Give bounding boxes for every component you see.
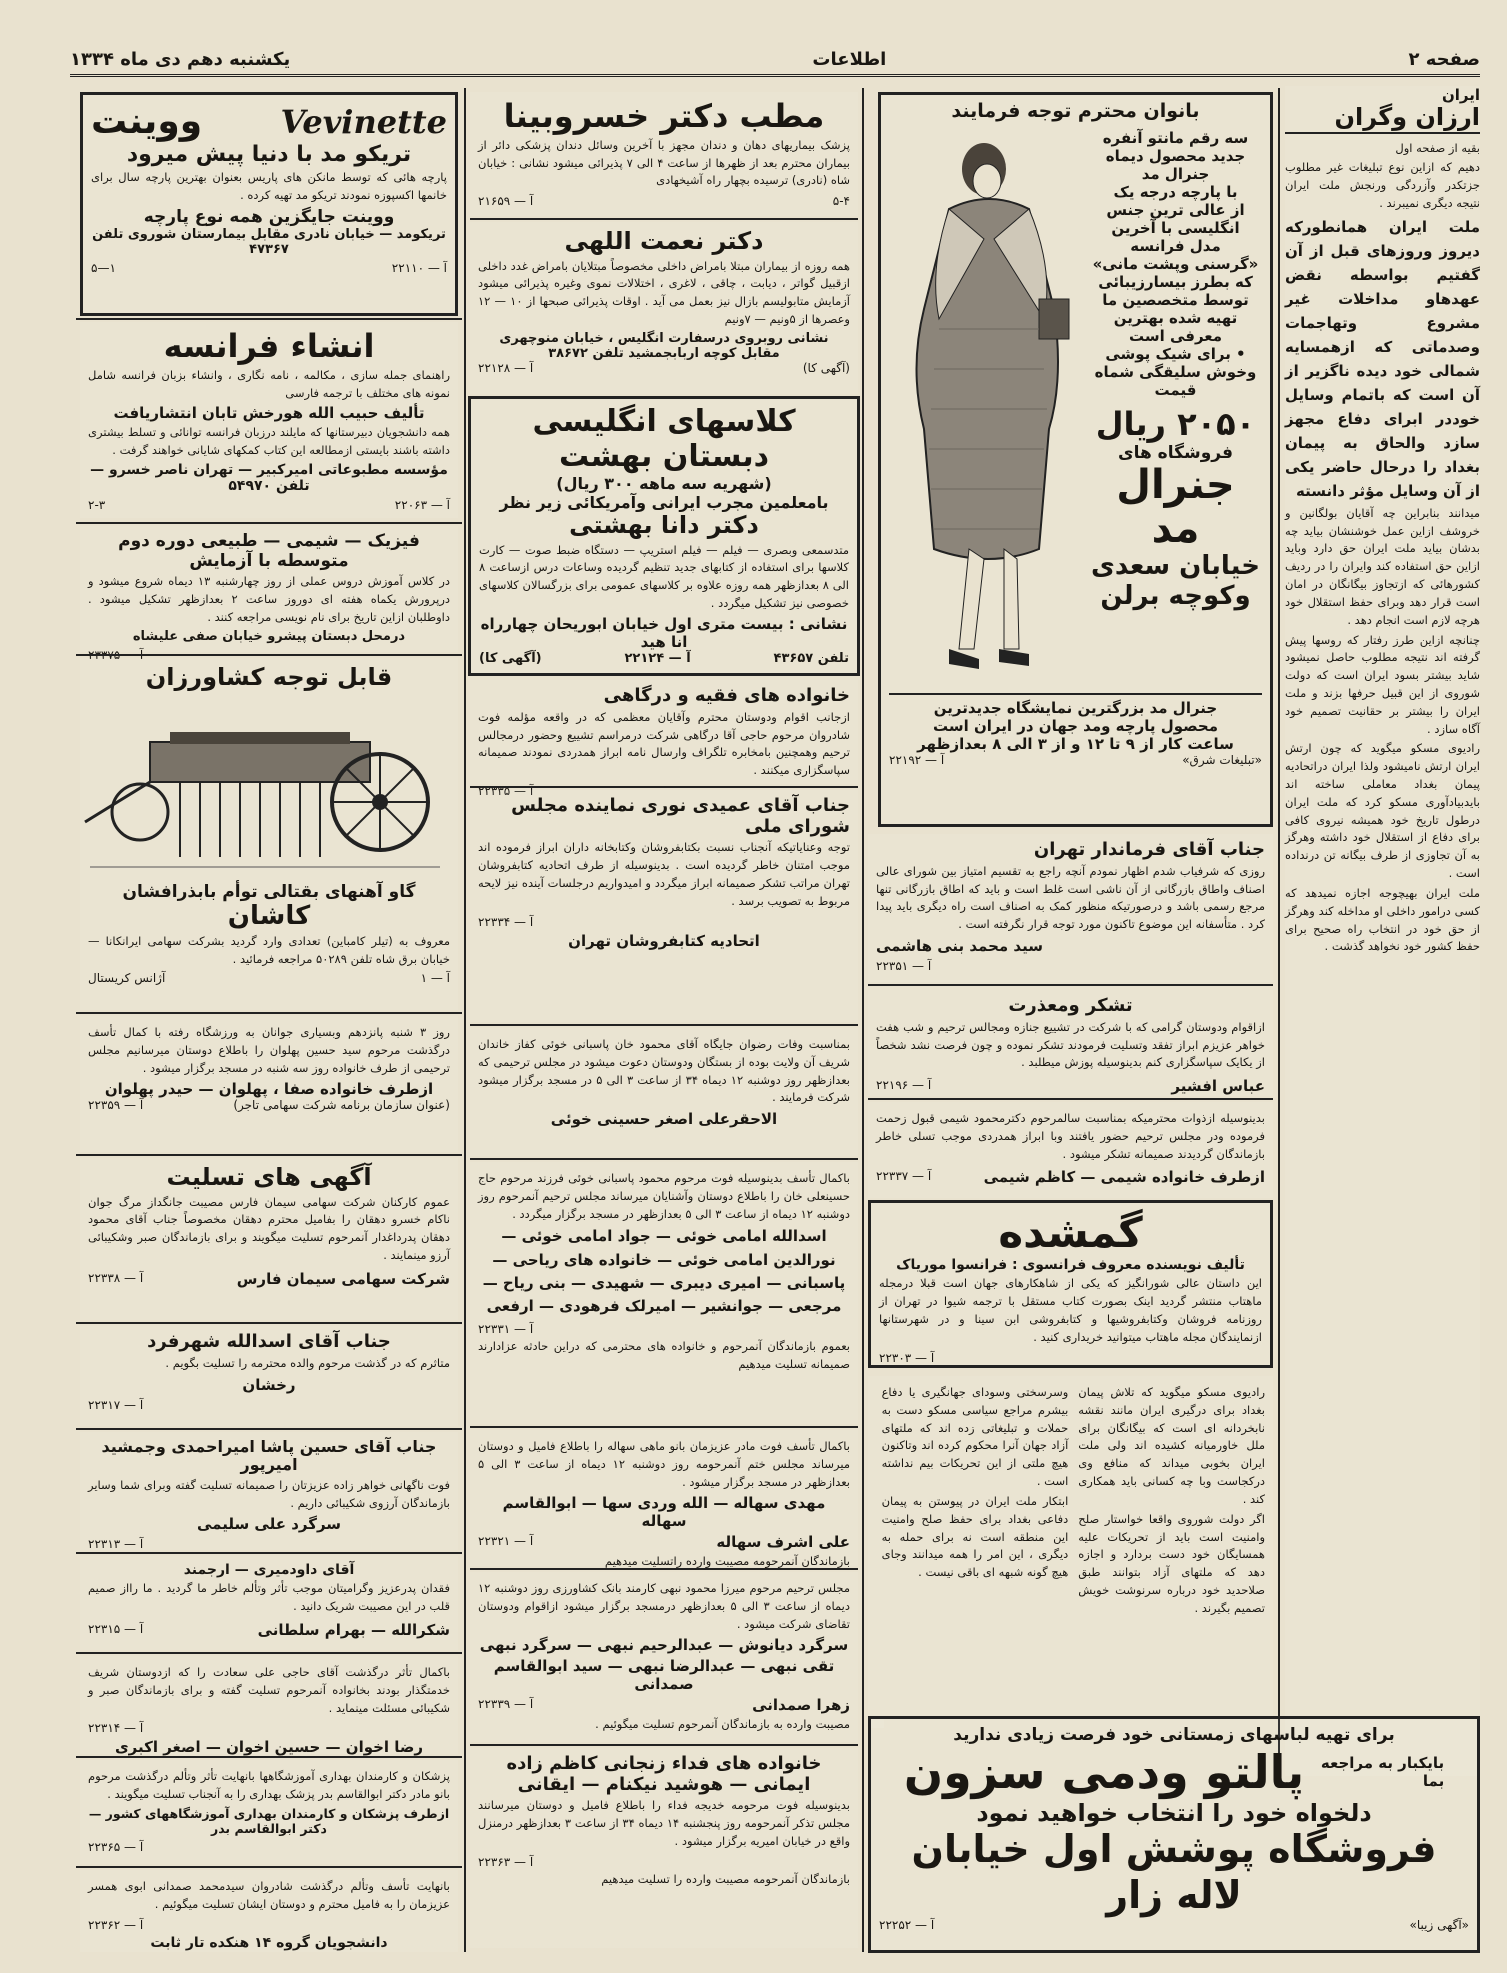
ad-novel-lost [868,1200,1273,1368]
ad-signature: سرگرد علی سلیمی [196,1515,342,1534]
ad-imami-khoie [470,1162,858,1424]
ad-signature: شرکت سهامی سیمان فارس [236,1269,450,1288]
ad-english-classes [468,396,860,676]
ad-coat-text: سه رقم مانتو آنفره جدید محصول دیماه جنرال مد با پارچه درجه یک از عالی ترین جنس انگلیسی با آخرین مدل فرانسه «گرسنی وپشت مانی» که بطرز بیسارزیبائی توسط متخصصین ما تهیه شده بهترین معرفی است • برای شیک پوشی وخوش سلیقگی شماه قیمت ۲۰۵۰ ریال فروشگاه های جنرال مد خیابان سعدی وکوچه برلن [1089,129,1262,689]
woman-coat-illustration [889,129,1089,689]
ad-brand-latin: Vevinette [280,102,447,141]
ad-text: بمناسبت وفات رضوان جایگاه آقای محمود خان پاسبانی خوئی کفاز خاندان شریف آن ولایت بوده از بستگان ودوستان دعوت میشود در مجلس ترحیمی که بعدازظهر روز دوشنبه ۱۲ دیماه ۳۴ از ساعت ۳ الی ۵ در مسجد برگزار میشود شرکت فرمایند . [478,1037,850,1105]
ad-phone: مقابل کوچه اربابجمشید تلفن ۳۸۶۷۲ [548,345,780,361]
ad-tag: (آگهی کا) [802,360,850,375]
ad-code: آ — ۲۲۳۳۵ [478,783,534,798]
ad-code: آ — ۲۳۳۷۵ [88,647,144,662]
ad-novel-title: گمشده [998,1208,1143,1257]
page-header [70,44,1480,77]
ad-code: آ — ۲۲۳۶۳ [478,1854,534,1869]
ad-slogan: تریکو مد با دنیا پیش میرود [126,142,412,167]
column-divider [1278,88,1280,1778]
article-paragraph: وسرسختی وسودای جهانگیری یا دفاع بیشرم مراجع سیاسی مسکو دست به حملات و تبلیغاتی زده اند که ملتهای آزاد جهان آنرا محکوم کرده اند وتاکنون هیچ ملتی از این تحریکات بیم نداشته است . [881,1385,1069,1489]
ad-code: آ — ۲۲۳۶۵ [88,1839,144,1854]
ad-amirahmadi [80,1432,458,1550]
ad-signature: رضا اخوان — حسین اخوان — اصغر اکبری [114,1738,424,1757]
ad-code-run: ۲-۳ [88,498,106,513]
ad-code: آ — ۲۲۳۳۴ [478,914,534,929]
ad-pahlavan [80,1016,458,1152]
ad-text: فقدان پدرعزیز وگرامیتان موجب تأثر وتألم خاطر ما گردید . ما رااز صمیم قلب در این مصیبت شریک دانید . [88,1581,450,1613]
ad-code: آ — ۲۲۳۱۵ [88,1621,144,1636]
ad-address: درمحل دبستان پیشرو خیابان صفی علیشاه [132,628,406,644]
ad-text: توجه وعنایاتیکه آنجناب نسبت بکتابفروشان وکتابخانه داران ابراز فرموده اند موجب امتنان خاطر گردیده است . بدینوسیله از طرف اتحادیه کتابفروشان تهران مراتب تشکر صمیمانه ابراز میگردد و امیدواریم درجلسات آینده نیز لایحه مربوط به تصویب برسد . [478,840,850,908]
ad-farmandar [868,834,1273,982]
ad-text: فوت ناگهانی خواهر زاده عزیزتان را صمیمانه تسلیت گفته وبرای شما وسایر بازماندگان آرزوی شکیبائی داریم . [88,1477,450,1510]
ad-line: گاو آهنهای بقتالی توأم بابذرافشان [122,881,416,902]
ad-title: کلاسهای انگلیسی دبستان بهشت [532,404,796,474]
ad-signature: مهدی سهاله — الله وردی سها — ابوالقاسم سهاله [502,1494,826,1531]
article-paragraph: راديوی مسکو میگوید که چون ارتش ايران ارتش نامیشود ولذا ایران دراتحادیه پیمان بغداد معاملی ساخته اند بایدبیادآوری مسکو کرد که ملت ایران درطول تاریخ خود همیشه نیروی کافی برای دفاع از استقلال خود داشته وهرگز به آن تجاوزی از طرف بیگانه تن درنداده است . [1285,741,1480,881]
ad-signature: رخشان [242,1375,296,1394]
ad-text: ازجانب اقوام ودوستان محترم وآقایان معظمی که در واقعه مؤلمه فوت شادروان مرحوم حاجی آقا درگاهی شرکت درمراسم تشییع وحضور درمجالس ترحیم وهمچنین بامخابره تلگراف وارسال نامه ابراز همدردی نمودند صمیمانه سپاسگزاری میکنند . [478,709,850,778]
ad-farm-machinery [80,658,458,1010]
ad-signature: زهرا صمدانی [752,1696,850,1715]
ad-phone: تلفن ۴۳۶۵۷ [773,650,849,666]
section-label: ایران [1441,86,1480,104]
ad-title: مطب دکتر خسروبینا [503,97,825,135]
ad-signature: اسدالله امامی خوئی — جواد امامی خوئی — نورالدین امامی خوئی — خانواده های ریاحی — پاسبانی — امیری دیبری — شهیدی — بنی ریاح — مرجعی — جوانشیر — امیرلک فرهودی — ارفعی [482,1227,846,1316]
seed-drill-illustration [80,692,450,882]
ad-line: ووینت جایگزین همه نوع پارچه [143,206,395,227]
ad-tag: «آگهی زیبا» [1409,1918,1469,1933]
ad-author: تألیف حبیب الله هورخش تابان انتشاریافت [113,404,425,423]
ad-coat-shop: جنرال مد [1116,461,1235,552]
ad-code: آ — ۲۲۱۹۲ [889,752,945,767]
article-lead: ملت ایران همانطورکه دیروز وروزهای قبل از آن گفتیم بواسطه نقض عهدهاو مداخلات غیر مشروع وتهاجمات وصدماتی که ازهمسایه شمالی خود دیده ناگزیر از آن است که باتمام وسایل خوددر ابرای دفاع مجهز سازد والحاق به پیمان بغداد را درحال حاضر یکی از آن وسایل مؤثر دانسته [1285,217,1480,500]
ad-publisher: مؤسسه مطبوعاتی امیرکبیر — تهران ناصر خسرو — تلفن ۵۴۹۷۰ [90,462,448,495]
ad-doctor [470,222,858,394]
ad-code: آ — ۲۲۱۲۴ [624,650,691,666]
ad-dentist [470,92,858,216]
ad-paltow-main: پالتو ودمی سزون [903,1745,1305,1799]
ad-samadani [80,1870,458,1952]
ad-code: آ — ۲۲۱۲۸ [478,360,534,375]
ad-signature: ازطرف خانواده صفا ، پهلوان — حیدر پهلوان [104,1080,434,1099]
ad-footer: بعموم بازماندگان آنمرحوم و خانواده های محترمی که دراین حادثه عزادارند صمیمانه تسلیت میدهیم [478,1339,850,1372]
ad-signature: ازطرف پزشکان و کارمندان بهداری آموزشگاههای کشور — دکتر ابوالقاسم بدر [88,1805,450,1836]
ad-tag: آژانس کریستال [88,971,166,986]
ad-text: پزشک بیماریهای دهان و دندان مجهز با آخرین وسائل دندان پزشکی دائر از بیماران محترم بعد از ظهرها از ساعت ۴ الی ۷ پذیرائی میشود نشانی : خیابان شاه (نادری) ترسیده بچهار راه آشیخهادی [478,137,850,188]
ad-title: خانواده های فقیه و درگاهی [603,685,850,706]
ad-amidi-nouri [470,790,858,1022]
ad-footer: بازماندگان آنمرحومه مصیبت وارده راتسلیت میدهیم [604,1554,850,1569]
ad-code: آ — ۲۲۲۵۲ [879,1918,935,1933]
ad-code: آ — ۲۲۳۰۳ [879,1350,935,1365]
newspaper-title: اطلاعات [812,48,887,70]
ad-text: باکمال تأسف بدینوسیله فوت مرحوم محمود پاسبانی خوئی فرزند مرحوم حاج حسینعلی خان را باطلاع دوستان وآشنایان میرساند مجلس ترحیم آنمرحوم روز دوشنبه ۱۲ دیماه از ساعت ۳ الی ۵ بعدازظهر در مسجد برگزار میگردد . [478,1171,850,1221]
ad-text: بانهایت تأسف وتألم درگذشت شادروان سیدمحمد صمدانی ابوی همسر عزیزمان را به فامیل محترم و دوستان ایشان تسلیت میگوئیم . [88,1879,450,1911]
ad-thanks [868,990,1273,1096]
news-article [1285,86,1480,1776]
ad-text: پزشکان و کارمندان بهداری آموزشگاهها بانهایت تأثر وتألم درگذشت مرحوم بانو مادر دکتر ابوالقاسم بدر پزشک بهداری را به آنجناب تسلیت میگویند . [88,1769,450,1801]
ad-code: آ — ۲۲۱۹۶ [876,1078,932,1093]
ad-text: همه روزه از بیماران مبتلا بامراض داخلی مخصوصاً مبتلایان بامراض غدد داخلی ازقبیل گواتر ، دیابت ، چاقی ، لاغری ، اختلالات نموی وغیره پذیرائی میشود آزمایش متابولیسم بازال نیز بعمل می آید . اوقات پذیرائی صبحها از ۱۰ — ۱۲ وعصرها از ۵ونیم — ۷ونیم [478,258,850,327]
ad-text: متاثرم که در گذشت مرحوم والده محترمه را تسلیت بگویم . [165,1355,450,1370]
ad-tag: «تبلیغات شرق» [1182,752,1262,767]
ad-coat-heading: بانوان محترم توجه فرمايند [951,100,1200,122]
article-intro: بقیه از صفحه اول [1395,140,1480,155]
ad-code: آ — ۲۲۳۳۱ [478,1322,534,1337]
ad-text: بدینوسیله ازذوات محترمیکه بمناسبت سالمرحوم دکترمحمود شیمی قبول زحمت فرموده ودر مجلس ترحیم حضور یافتند وبا ابراز همدردی موجب تسلی خاطر بازماندگان گردیدند صمیمانه تشکر میشود . [876,1111,1265,1161]
article-paragraph: ابتکار ملت ایران در پیوستن به پیمان دفاعی بغداد برای حفظ صلح وامنیت این منطقه است نه برای حمله به دیگری ، این امر را همه میدانند وجای هیچ گونه شبهه ای باقی نیست . [881,1493,1069,1580]
ad-khoie [470,1028,858,1156]
ad-code: آ — ۱ [420,971,450,986]
ad-brand: کاشان [227,900,311,931]
ad-code: آ — ۲۲۰۶۳ [394,498,450,513]
ad-shahrfard [80,1326,458,1426]
ad-shimi [868,1102,1273,1198]
ad-coat-footer: محصول پارچه ومد جهان در ایران است [932,716,1218,735]
ad-code: آ — ۲۲۳۳۷ [876,1169,932,1184]
ad-code: آ — ۲۱۶۵۹ [478,194,534,209]
ad-paltow-side: بایکبار به مراجعه بما [1320,1754,1445,1790]
ad-code: آ — ۲۲۱۱۰ [391,260,447,275]
ad-brand: ووینت [91,101,203,142]
ad-code-run: ۵-۴ [832,194,850,209]
ad-signature: عباس افشیر [1171,1077,1265,1096]
article-paragraph: اگر دولت شوروی واقعا خواستار صلح وامنیت است باید از تحریکات علیه همسایگان خود دست بردارد و اجازه دهد که ملتهای آزاد بتوانند طبق صلاحدید خود درباره سرنوشت خویش تصمیم بگیرند . [1078,1511,1265,1615]
ad-title: جناب آقای اسدالله شهرفرد [147,1331,391,1352]
ad-coat-hours: ساعت کار از ۹ تا ۱۲ و از ۳ الی ۸ بعدازظهر [917,734,1234,753]
ad-title: تشکر ومعذرت [1008,995,1133,1016]
article-paragraph: دهیم که ازاین نوع تبلیغات غیر مطلوب جزتکدر وآزردگی ورنجش ملت ایران نتیجه دیگری نمیبرند . [1285,160,1480,211]
ad-text: روزی که شرفیاب شدم اظهار نمودم آنچه راجع به تقسیم امتیاز بین شورای عالی اصناف واطاق بازرگانی از آن ناشی است غلط است و باید که اطاق بازرگانی تنها مرجع رسمی باشد و درصورتیکه منظور کمک به اصناف است راه دیگری باید پیدا کرد . متأسفانه این موضوع تاکنون مورد توجه قرار نگرفته است . [876,863,1265,932]
ad-code-run: ۵—۱ [91,260,116,275]
ad-address: تریکومد — خیابان نادری مقابل بیمارستان شوروی تلفن ۴۷۳۶۷ [92,226,446,257]
ad-code: آ — ۲۲۳۳۸ [88,1270,144,1285]
ad-code: آ — ۲۲۳۱۴ [88,1721,144,1736]
article-paragraph: میدانند بنابراین چه آقایان بولگانین و خروشف ازاین عمل خوشنشان بیاید چه بدشان بیاید ملت ایران حق دارد وباید ازاین حق استفاده کند وایران را در ردیف کشورهائی که ازتجاوز بیگانگان در امان است قرار دهد وبرای حفظ استقلال خود هرچه لازم است انجام دهد . [1285,505,1480,627]
ad-text: عموم کارکنان شرکت سهامی سیمان فارس مصیبت جانگداز مرگ جوان ناکام خسرو دهقان را بفامیل محترم دهقان مخصوصاً جناب آقای محمود دهقان پدرداغدار آنمرحوم تسلیت میگویند و برای بازماندگان صبر وشکیبائی آرزو مینمایند . [88,1194,450,1263]
article-paragraph: راديوی مسکو میگوید که تلاش پیمان بغداد برای درگیری ایران مانند نقشه نابخردانه ای است که بیگانگان برای ملل خاورمیانه کشیده اند ولی ملت ایران بخوبی میداند که منافع وی درکجاست وبا چه کسانی باید همکاری کند . [1078,1385,1265,1506]
ad-title: جناب آقای عمیدی نوری نماینده مجلس شورای ملی [511,795,850,837]
ad-text: متدسمعی وبصری — فیلم — فیلم استریپ — دستگاه ضبط صوت — کارت کلاسها برای استفاده از کتابهای جدید تنظیم گردیده وساعات درس ازساعت ۸ الی ۸ بعدازظهر همه روزه علاوه بر کلاسهای عمومی برای بزرگسالان کلاسهای خصوصی نیز تشکیل میگردد . [479,542,849,611]
ad-text: در کلاس آموزش دروس عملی از روز چهارشنبه ۱۳ دیماه شروع میشود و درپرورش یکماه هفته ای دوروز ساعت ۲ بعدازظهر تشکیل میشود . داوطلبان ازاین تاریخ برای نام نویسی مراجعه کنند . [88,574,450,624]
ad-text: همه دانشجویان دبیرستانها که مایلند درزبان فرانسه توانائی و تسلط بیشتری داشته باشند بایستی ازمطالعه این کتاب کمکهای شایانی خواهند گرفت . [88,425,450,458]
ad-badr [80,1760,458,1864]
ad-title: قابل توجه کشاورزان [145,663,393,691]
ad-code: آ — ۲۲۳۲۱ [478,1534,534,1549]
ad-coat-footer: جنرال مد بزرگترین نمایشگاه جدیدترین [933,698,1218,717]
ad-condolence-cement [80,1158,458,1320]
ad-footer: بازماندگان آنمرحومه مصیبت وارده را تسلیت میدهیم [601,1871,850,1886]
ad-vevinette [80,92,458,316]
ad-code: آ — ۲۲۳۳۹ [478,1697,534,1712]
ad-nabhi [470,1572,858,1742]
ad-title: جناب آقای فرماندار تهران [1033,839,1265,860]
ad-text: ازاقوام ودوستان گرامی که با شرکت در تشییع جنازه ومجالس ترحیم و شب هفت خواهر عزیزم ابراز تفقد وتسلیت فرمودند تشکر نموده و چون فرصت نشد شخصاً از یکایک سپاسگزاری کنم بدینوسیله پوزش میطلبد . [876,1019,1265,1070]
page-number: صفحه ۲ [1408,48,1480,70]
ad-text: بدینوسیله فوت مرحومه خدیجه فداء را باطلاع فامیل و دوستان میرسانند مجلس تذکر آنمرحومه روز پنجشنبه ۱۴ دیماه ۳۴ از ساعت ۳ بعدازظهر درمنزل واقع در خیابان امیریه برگزار میشود . [478,1798,850,1848]
ad-paltow-heading: برای تهیه لباسهای زمستانی خود فرصت زیادی ندارید [953,1725,1395,1745]
ad-signature: علی اشرف سهاله [716,1533,850,1552]
section-title: آگهی های تسلیت [166,1163,372,1191]
ad-title: آقای داودمیری — ارجمند [183,1562,355,1578]
ad-paltow [868,1716,1480,1953]
article-moscow-radio [868,1376,1273,1716]
ad-title: انشاء فرانسه [163,327,375,365]
ad-paltow-sub: دلخواه خود را انتخاب خواهید نمود [976,1799,1372,1827]
ad-text: معروف به (تیلر کامباین) تعدادی وارد گردید بشرکت سهامی ایرانکانا — خیابان برق شاه تلفن ۵۰۲۸۹ مراجعه فرمائید . [88,934,450,967]
ad-french-book [80,322,458,518]
ad-akbari [80,1656,458,1757]
ad-title: خانواده های فداء زنجانی کاظم زاده ایمانی — هوشید نیکنام — ایقانی [506,1753,822,1795]
ad-signature: دانشجویان گروه ۱۴ هنکده تار ثابت [150,1934,388,1951]
ad-physics-classes [80,526,458,662]
ad-coat-illustration [889,129,1089,689]
ad-address: نشانی : بیست متری اول خیابان ابوریحان چهارراه انا هید [480,614,848,651]
ad-signature: ازطرف خانواده شیمی — کاظم شیمی [983,1168,1265,1187]
ad-sahlah [470,1430,858,1569]
article-paragraph: چنانچه ازاین طرز رفتار که روسها پیش گرفته اند نتیجه مطلوب حاصل نمیشود شاید بیشتر بسود ایران است که دولت شوروی از این قبیل حرفها بزند و ملت ایران را بیشتر بر حقانیت تصمیم خود آگاه سازد . [1285,632,1480,736]
ad-faghih-dargahi [470,680,858,798]
ad-code: آ — ۲۲۳۵۱ [876,958,932,973]
ad-tag: (عنوان سازمان برنامه شرکت سهامی تاجر) [233,1098,450,1113]
ad-text: این داستان عالی شورانگیز که یکی از شاهکارهای جهان است قبلا درمجله ماهتاب منتشر گردید اینک بصورت کتاب مستقل با ترجمه شیوا در تهران از روزنامه فروشان وکتابفروشیها و کتابفروشی ابن سینا و در شهرستانها ازنمایندگان مجله ماهتاب میتوانید خریداری کنید . [879,1276,1262,1344]
ad-text: مجلس ترحیم مرحوم میرزا محمود نبهی کارمند بانک کشاورزی روز دوشنبه ۱۲ دیماه از ساعت ۳ الی ۵ بعدازظهر درمسجد برگزار میشود ازاقوام ودوستان تقاضای شرکت میشود . [478,1581,850,1631]
ad-code: آ — ۲۲۳۵۹ [88,1098,144,1113]
ad-director: دکتر دانا بهشتی [569,511,759,539]
ad-general-mode [878,92,1273,827]
ad-zanjani [470,1748,858,1948]
ad-signature: سرگرد دیانوش — عبدالرحیم نبهی — سرگرد نبهی [479,1636,849,1655]
ad-tuition: (شهریه سه ماهه ۳۰۰ ریال) [556,474,772,493]
ad-text: روز ۳ شنبه پانزدهم وبسیاری جوانان به ورزشگاه رفته با کمال تأسف درگذشت مرحوم سید حسین پهلوان را باطلاع دوستان میرسانیم مجلس ترحیمی از طرف خانواده روز سه شنبه در مسجد برگزار میشود . [88,1025,450,1075]
ad-footer: مصیبت وارده به بازماندگان آنمرحوم تسلیت میگوئیم . [595,1717,850,1732]
ad-line: بامعلمین مجرب ایرانی وآمریکائی زیر نظر [499,493,829,512]
article-headline: ارزان وگران [1285,104,1480,134]
ad-coat-price: ۲۰۵۰ ریال [1095,404,1256,443]
article-paragraph: ملت ایران بهیچوجه اجازه نمیدهد که کسی درامور داخلی او مداخله کند وهرگز از حق خود در انتخاب راه صحیح برای حفظ کشور خود نخواهد گذشت . [1285,885,1480,954]
ad-signature: شکرالله — بهرام سلطانی [257,1620,450,1639]
ad-tag: (آگهی کا) [479,650,542,666]
ad-signature: تقی نبهی — عبدالرضا نبهی — سید ابوالقاسم صمدانی [493,1657,835,1694]
ad-text: پارچه هائی که توسط مانکن های پاریس بعنوان بهترین پارچه سال برای خانمها اکسپوزه نمودند تریکو مد تهیه کرده . [91,170,447,202]
ad-signature: الاحقرعلی اصغر حسینی خوئی [550,1110,778,1129]
ad-code: آ — ۲۲۳۱۳ [88,1537,144,1552]
ad-code: آ — ۲۲۳۱۷ [88,1397,144,1412]
ad-title: فیزیک — شیمی — طبیعی دوره دوم متوسطه با آزمایش [118,531,420,571]
ad-text: باکمال تأثر درگذشت آقای حاجی علی سعادت را که ازدوستان شریف خدمتگذار بودند بخانواده آنمرحوم تسلیت گفته و برای بازماندگان صبر و شکیبائی مسئلت مینماید . [88,1665,450,1715]
issue-date: یکشنبه دهم دی ماه ۱۳۳۴ [70,48,291,70]
ad-text: باکمال تأسف فوت مادر عزیزمان بانو ماهی سهاله را باطلاع فامیل و دوستان میرساند مجلس ختم آنمرحومه روز دوشنبه ۱۲ دیماه از ساعت ۳ الی ۵ بعدازظهر در مسجد برگزار میشود . [478,1439,850,1489]
ad-novel-subtitle: تألیف نویسنده معروف فرانسوی : فرانسوا موریاک [896,1257,1245,1274]
ad-signature: اتحادیه کتابفروشان تهران [568,931,760,950]
ad-title: دکتر نعمت اللهی [564,227,764,255]
ad-signature: سید محمد بنی هاشمی [876,936,1043,955]
ad-sultani [80,1556,458,1650]
ad-title: جناب آقای حسین پاشا امیراحمدی وجمشید امیرپور [101,1437,437,1475]
ad-paltow-shop: فروشگاه پوشش اول خیابان لاله زار [911,1827,1437,1917]
ad-text: راهنمای جمله سازی ، مکالمه ، نامه نگاری ، وانشاء بزبان فرانسه شامل نمونه های مختلف با ترجمه فارسی [88,367,450,400]
ad-code: آ — ۲۲۳۶۲ [88,1917,144,1932]
ad-address: نشانی روبروی درسفارت انگلیس ، خیابان منوچهری [499,330,829,346]
